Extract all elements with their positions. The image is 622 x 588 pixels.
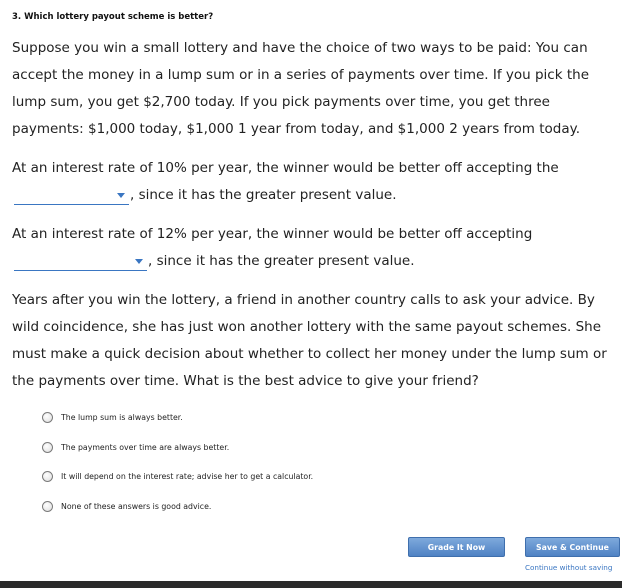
radio-button[interactable] xyxy=(42,442,53,453)
radio-button[interactable] xyxy=(42,501,53,512)
option-none[interactable] xyxy=(42,499,211,513)
radio-button[interactable] xyxy=(42,471,53,482)
question-intro: Suppose you win a small lottery and have the choice of two ways to be paid: You can accept the money in a lump sum or in a series of payments over time. If you pick the lump sum, you get $2,700 today. If you pick payments over time, you get three payments: $1,000 today, $1,000 1 year from today, and $1,000 2 years from today. xyxy=(12,40,589,137)
grade-it-now-button[interactable]: Grade It Now xyxy=(408,537,505,557)
option-payments[interactable] xyxy=(42,440,229,454)
radio-button[interactable] xyxy=(42,412,53,423)
option-label: The lump sum is always better. xyxy=(61,412,183,422)
option-label: The payments over time are always better. xyxy=(61,442,230,452)
q2-suffix: , since it has the greater present value. xyxy=(148,253,415,269)
advice-question: Years after you win the lottery, a friend in another country calls to ask your advice. By wild coincidence, she has just won another lottery with the same payout schemes. She must make a quick decision about whether to collect her money under the lump sum or the payments over time. What is the best advice to give your friend? xyxy=(12,292,607,389)
q2-dropdown[interactable] xyxy=(14,252,147,271)
question-title: 3. Which lottery payout scheme is better? xyxy=(12,12,214,22)
chevron-down-icon xyxy=(135,259,143,264)
bottom-bar xyxy=(0,581,622,588)
q1-prefix: At an interest rate of 10% per year, the winner would be better off accepting the xyxy=(12,160,559,176)
option-label: None of these answers is good advice. xyxy=(61,501,212,511)
continue-without-saving-link[interactable]: Continue without saving xyxy=(525,563,613,572)
q1-dropdown[interactable] xyxy=(14,186,129,205)
chevron-down-icon xyxy=(117,193,125,198)
option-lump-sum[interactable] xyxy=(42,410,183,424)
option-depends[interactable] xyxy=(42,469,313,483)
option-label: It will depend on the interest rate; advise her to get a calculator. xyxy=(61,471,314,481)
q1-suffix: , since it has the greater present value. xyxy=(130,187,397,203)
save-continue-button[interactable]: Save & Continue xyxy=(525,537,620,557)
q2-prefix: At an interest rate of 12% per year, the winner would be better off accepting xyxy=(12,226,533,242)
